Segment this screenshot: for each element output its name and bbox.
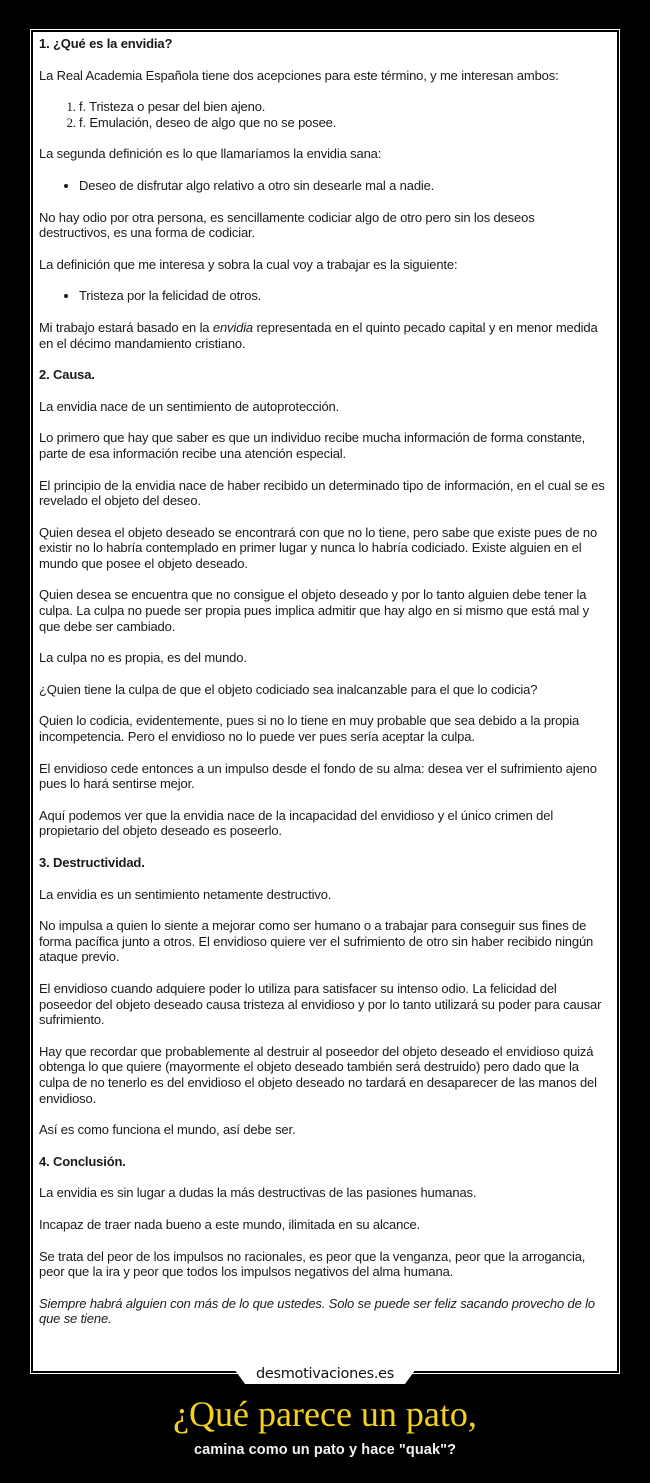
paragraph	[39, 1296, 609, 1327]
paragraph: Incapaz de traer nada bueno a este mundo, ilimitada en su alcance.	[39, 1216, 421, 1232]
paragraph: Quien desea se encuentra que no consigue el objeto deseado y por lo tanto alguien debe tener la culpa. La culpa no puede ser propia pues implica admitir que hay algo en si mismo que está mal y que debe ser cambiado.	[39, 587, 589, 634]
closing-quote: Siempre habrá alguien con más de lo que ustedes. Solo se puede ser feliz sacando provecho de lo que se tiene.	[39, 1295, 595, 1327]
section-heading: 4. Conclusión.	[39, 1153, 126, 1169]
text: representada en el quinto pecado capital y en menor medida en el décimo mandamiento cristiano.	[39, 319, 598, 351]
list-item: • Deseo de disfrutar algo relativo a otro sin desearle mal a nadie.	[79, 178, 609, 194]
bullet-list	[39, 288, 609, 304]
paragraph: Lo primero que hay que saber es que un individuo recibe mucha información de forma constante, parte de esa información recibe una atención especial.	[39, 430, 586, 461]
poster-title: ¿Qué parece un pato,	[173, 1394, 477, 1434]
paragraph: No impulsa a quien lo siente a mejorar como ser humano o a trabajar para conseguir sus fines de forma pacífica junto a otros. El envidioso quiere ver el sufrimiento de otro sin haber recibido ningún ataque previo.	[39, 918, 594, 965]
paragraph: La culpa no es propia, es del mundo.	[39, 650, 247, 666]
definitions-list	[39, 99, 609, 130]
paragraph: Aquí podemos ver que la envidia nace de la incapacidad del envidioso y el único crimen del propietario del objeto deseado es poseerlo.	[39, 807, 554, 839]
paragraph: La definición que me interesa y sobra la cual voy a trabajar es la siguiente:	[39, 256, 458, 272]
poster-image	[33, 32, 617, 1371]
paragraph: El principio de la envidia nace de haber recibido un determinado tipo de información, en el cual se es revelado el objeto del deseo.	[39, 477, 605, 509]
paragraph: ¿Quien tiene la culpa de que el objeto codiciado sea inalcanzable para el que lo codicia?	[39, 681, 538, 697]
paragraph: La envidia nace de un sentimiento de autoprotección.	[39, 398, 340, 414]
list-item: 2. f. Emulación, deseo de algo que no se posee.	[79, 115, 609, 131]
paragraph: El envidioso cede entonces a un impulso desde el fondo de su alma: desea ver el sufrimiento ajeno pues lo hará sentirse mejor.	[39, 760, 597, 792]
section-heading: 2. Causa.	[39, 367, 95, 383]
paragraph: Quien lo codicia, evidentemente, pues si no lo tiene en muy probable que sea debido a la propia incompetencia. Pero el envidioso no lo puede ver pues sería aceptar la culpa.	[39, 713, 580, 745]
paragraph: No hay odio por otra persona, es sencillamente codiciar algo de otro pero sin los deseos destructivos, es una forma de codiciar.	[39, 209, 535, 241]
text: Mi trabajo estará basado en la	[39, 319, 213, 335]
paragraph: El envidioso cuando adquiere poder lo utiliza para satisfacer su intenso odio. La felicidad del poseedor del objeto deseado causa tristeza al envidioso y por lo tanto utilizará su poder para causar sufrimiento.	[39, 980, 602, 1028]
watermark-text: desmotivaciones.es	[255, 1366, 395, 1382]
essay-document	[39, 36, 609, 1343]
section-heading: 1. ¿Qué es la envidia?	[39, 36, 173, 51]
bullet-list	[39, 178, 609, 194]
poster-subtitle: camina como un pato y hace "quak"?	[193, 1442, 457, 1458]
paragraph: Quien desea el objeto deseado se encontrará con que no lo tiene, pero sabe que existe pues de no existir no lo habría contemplado en primer lugar y nunca lo habría codiciado. Existe alguien en el mundo que posee el objeto deseado.	[39, 524, 598, 571]
paragraph: Hay que recordar que probablemente al destruir al poseedor del objeto deseado el envidioso quizá obtenga lo que quiere (mayormente el objeto deseado también será destruido) pero dado que la culpa de no tenerlo es del envidioso el objeto deseado no tardará en desaparecer de las manos del envidioso.	[39, 1043, 597, 1106]
section-heading: 3. Destructividad.	[39, 855, 145, 870]
emphasis: envidia	[212, 319, 254, 335]
list-item: 1. f. Tristeza o pesar del bien ajeno.	[79, 99, 609, 115]
paragraph: La envidia es sin lugar a dudas la más destructivas de las pasiones humanas.	[39, 1185, 477, 1201]
paragraph: Así es como funciona el mundo, así debe ser.	[39, 1122, 296, 1138]
watermark-logo	[232, 1366, 418, 1384]
paragraph: La envidia es un sentimiento netamente destructivo.	[39, 886, 332, 902]
paragraph: La Real Academia Española tiene dos acepciones para este término, y me interesan ambos:	[39, 67, 559, 83]
paragraph: Se trata del peor de los impulsos no racionales, es peor que la venganza, peor que la arrogancia, peor que la ira y peor que todos los impulsos negativos del alma humana.	[39, 1248, 586, 1280]
paragraph	[39, 320, 609, 351]
paragraph: La segunda definición es lo que llamaríamos la envidia sana:	[39, 146, 382, 162]
list-item: • Tristeza por la felicidad de otros.	[79, 288, 609, 304]
